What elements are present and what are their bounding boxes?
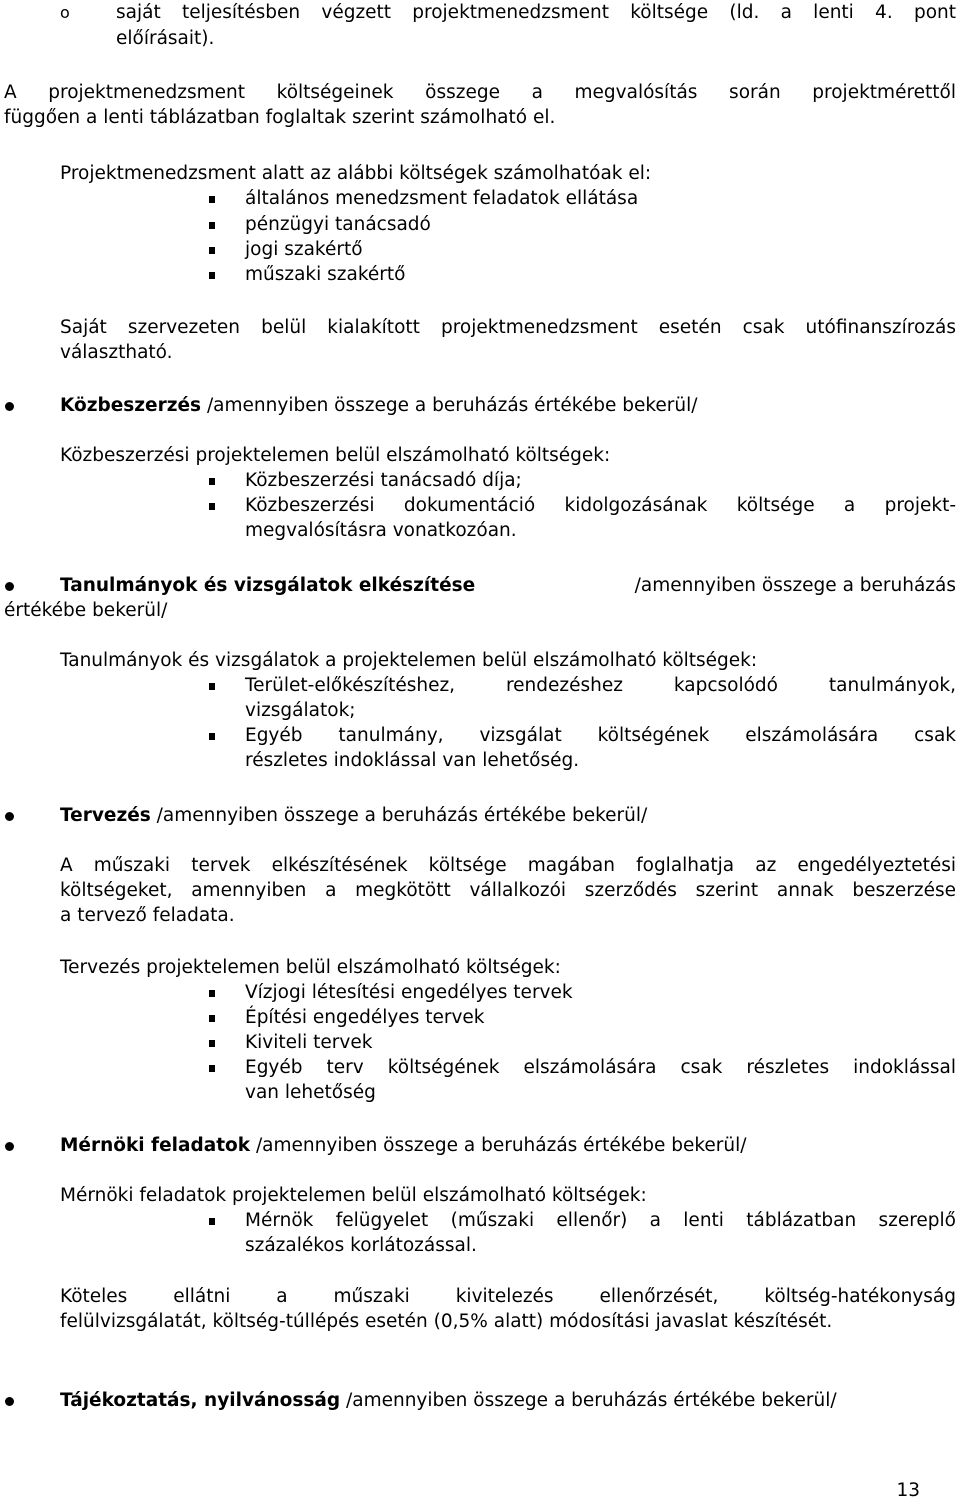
mernoki-item-line2: százalékos korlátozással. (245, 1235, 477, 1256)
tervezes-paragraph-line2: költségeket, amennyiben a megkötött vállalkozói szerződés szerint annak beszerzése (60, 880, 956, 901)
tanulmanyok-item-line2: részletes indoklással van lehetőség. (245, 750, 580, 771)
tervezes-item: Vízjogi létesítési engedélyes tervek (245, 982, 573, 1003)
square-bullet-icon (209, 196, 215, 203)
tajekoztatas-heading (60, 1388, 837, 1414)
square-bullet-icon (209, 990, 215, 997)
mernoki-subheading: Mérnöki feladatok projektelemen belül elszámolható költségek: (60, 1185, 647, 1206)
kozbeszerzes-item-line2: megvalósításra vonatkozóan. (245, 520, 517, 541)
tervezes-item-line2: van lehetőség (245, 1082, 376, 1103)
intro-sub-item-line1: saját teljesítésben végzett projektmenedzsment költsége (ld. a lenti 4. pont (116, 2, 956, 23)
pm-heading: Projektmenedzsment alatt az alábbi költségek számolhatóak el: (60, 163, 652, 184)
kozbeszerzes-title: Közbeszerzés (60, 395, 202, 416)
kozbeszerzes-item: Közbeszerzési tanácsadó díja; (245, 470, 522, 491)
square-bullet-icon (209, 222, 215, 229)
pm-item: műszaki szakértő (245, 264, 406, 285)
bullet-icon (5, 812, 14, 821)
tanulmanyok-heading-line1 (60, 573, 956, 599)
bullet-icon (5, 1397, 14, 1406)
pm-item: pénzügyi tanácsadó (245, 214, 431, 235)
tanulmanyok-title-rest: /amennyiben összege a beruházás (628, 575, 956, 596)
tanulmanyok-heading-line2: értékébe bekerül/ (4, 600, 168, 621)
pm-item: jogi szakértő (245, 239, 363, 260)
mernoki-item-line1: Mérnök felügyelet (műszaki ellenőr) a lenti táblázatban szereplő (245, 1210, 956, 1231)
kozbeszerzes-item-line1: Közbeszerzési dokumentáció kidolgozásának költsége a projekt- (245, 495, 956, 516)
bullet-icon (5, 1142, 14, 1151)
square-bullet-icon (209, 1015, 215, 1022)
mernoki-paragraph-line1: Köteles ellátni a műszaki kivitelezés ellenőrzését, költség-hatékonyság (60, 1286, 956, 1307)
bullet-icon (5, 402, 14, 411)
square-bullet-icon (209, 503, 215, 510)
tajekoztatas-title-rest: /amennyiben összege a beruházás értékébe bekerül/ (340, 1390, 837, 1411)
mernoki-title-rest: /amennyiben összege a beruházás értékébe bekerül/ (250, 1135, 747, 1156)
tajekoztatas-title: Tájékoztatás, nyilvánosság (60, 1390, 341, 1411)
tervezes-item: Kiviteli tervek (245, 1032, 373, 1053)
tanulmanyok-title: Tanulmányok és vizsgálatok elkészítése (60, 575, 476, 596)
intro-sub-item-line2: előírásait). (116, 28, 215, 49)
kozbeszerzes-title-rest: /amennyiben összege a beruházás értékébe bekerül/ (201, 395, 698, 416)
mernoki-title: Mérnöki feladatok (60, 1135, 251, 1156)
mernoki-paragraph-line2: felülvizsgálatát, költség-túllépés esetén (0,5% alatt) módosítási javaslat készítését. (60, 1311, 833, 1332)
sub-bullet-marker: o (60, 3, 70, 22)
tervezes-paragraph-line1: A műszaki tervek elkészítésének költsége magában foglalhatja az engedélyeztetési (60, 855, 956, 876)
square-bullet-icon (209, 478, 215, 485)
kozbeszerzes-heading (60, 393, 698, 419)
tervezes-item: Építési engedélyes tervek (245, 1007, 485, 1028)
square-bullet-icon (209, 1040, 215, 1047)
square-bullet-icon (209, 247, 215, 254)
tervezes-title: Tervezés (60, 805, 151, 826)
tervezes-heading (60, 803, 647, 829)
tervezes-item-line1: Egyéb terv költségének elszámolására csak részletes indoklással (245, 1057, 956, 1078)
pm-note-line2: választható. (60, 342, 173, 363)
square-bullet-icon (209, 1065, 215, 1072)
square-bullet-icon (209, 1218, 215, 1225)
tanulmanyok-item-line1: Terület-előkészítéshez, rendezéshez kapcsolódó tanulmányok, (245, 675, 956, 696)
intro-paragraph-line2: függően a lenti táblázatban foglaltak szerint számolható el. (4, 107, 556, 128)
tervezes-paragraph-line3: a tervező feladata. (60, 905, 235, 926)
kozbeszerzes-subheading: Közbeszerzési projektelemen belül elszámolható költségek: (60, 445, 611, 466)
square-bullet-icon (209, 272, 215, 279)
intro-paragraph-line1: A projektmenedzsment költségeinek összege a megvalósítás során projektmérettől (4, 82, 956, 103)
bullet-icon (5, 582, 14, 591)
tervezes-subheading: Tervezés projektelemen belül elszámolható költségek: (60, 957, 561, 978)
tanulmanyok-subheading: Tanulmányok és vizsgálatok a projektelemen belül elszámolható költségek: (60, 650, 758, 671)
mernoki-heading (60, 1133, 747, 1159)
tanulmanyok-item-line2: vizsgálatok; (245, 700, 356, 721)
pm-item: általános menedzsment feladatok ellátása (245, 188, 639, 209)
tanulmanyok-item-line1: Egyéb tanulmány, vizsgálat költségének elszámolására csak (245, 725, 956, 746)
square-bullet-icon (209, 733, 215, 740)
tervezes-title-rest: /amennyiben összege a beruházás értékébe bekerül/ (150, 805, 648, 826)
page-number: 13 (896, 1480, 920, 1501)
pm-note-line1: Saját szervezeten belül kialakított projektmenedzsment esetén csak utófinanszírozás (60, 317, 956, 338)
square-bullet-icon (209, 683, 215, 690)
